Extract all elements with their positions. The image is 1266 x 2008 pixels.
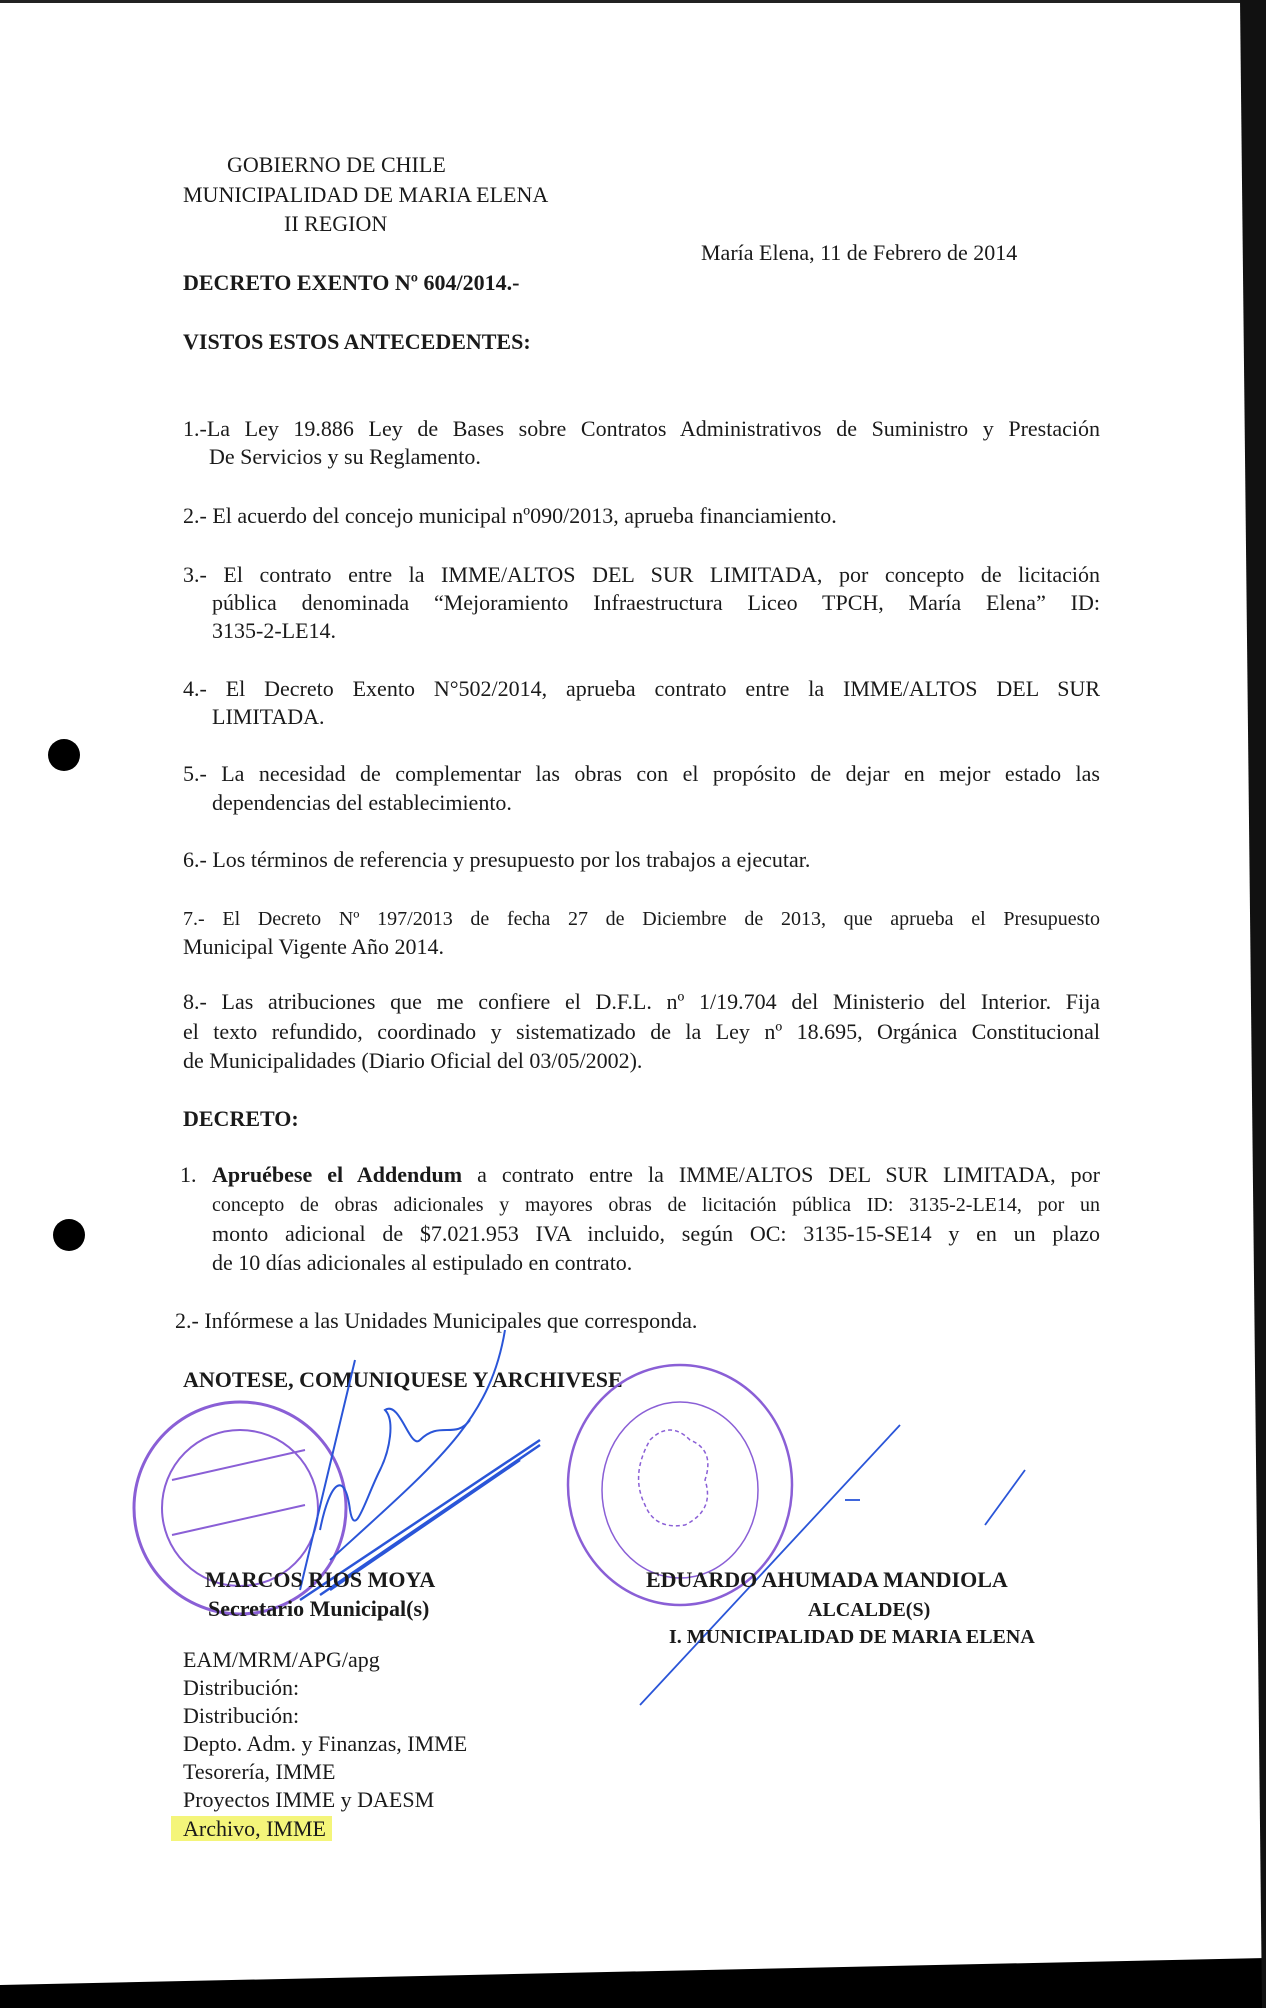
vistos-item-4-line-2: LIMITADA. <box>212 704 325 729</box>
decree-number: DECRETO EXENTO Nº 604/2014.- <box>183 270 520 295</box>
vistos-item-1-line-2: De Servicios y su Reglamento. <box>209 444 481 469</box>
vistos-item-5-line-2: dependencias del establecimiento. <box>212 790 512 815</box>
mayor-name: EDUARDO AHUMADA MANDIOLA <box>646 1567 1008 1592</box>
header-municipality: MUNICIPALIDAD DE MARIA ELENA <box>183 182 549 207</box>
header-region: II REGION <box>284 211 388 236</box>
archive-highlight: Archivo, IMME <box>171 1816 332 1841</box>
vistos-item-6: 6.- Los términos de referencia y presupuesto por los trabajos a ejecutar. <box>183 847 811 872</box>
distribution-line-highlighted <box>183 1816 332 1842</box>
vistos-item-7-line-1: 7.- El Decreto Nº 197/2013 de fecha 27 de Diciembre de 2013, que aprueba el Presupuesto <box>183 908 1100 930</box>
document-date: María Elena, 11 de Febrero de 2014 <box>701 240 1018 265</box>
mayor-organization: I. MUNICIPALIDAD DE MARIA ELENA <box>669 1626 1035 1648</box>
punch-hole <box>53 1219 85 1251</box>
distribution-line: Depto. Adm. y Finanzas, IMME <box>183 1731 468 1756</box>
addendum-bold-text: Apruébese el Addendum <box>212 1162 463 1187</box>
vistos-item-8-line-1: 8.- Las atribuciones que me confiere el D.F.L. nº 1/19.704 del Ministerio del Interior. Fija <box>183 989 1100 1014</box>
vistos-item-3-line-1: 3.- El contrato entre la IMME/ALTOS DEL SUR LIMITADA, por concepto de licitación <box>183 562 1100 587</box>
distribution-line: Distribución: <box>183 1703 300 1728</box>
vistos-item-1-line-1: 1.-La Ley 19.886 Ley de Bases sobre Contratos Administrativos de Suministro y Prestación <box>183 416 1100 441</box>
decreto-item-1-line-2: concepto de obras adicionales y mayores obras de licitación pública ID: 3135-2-LE14, por un <box>212 1194 1100 1216</box>
page-top-edge <box>0 0 1266 3</box>
vistos-item-7-line-2: Municipal Vigente Año 2014. <box>183 934 445 959</box>
vistos-item-2: 2.- El acuerdo del concejo municipal nº090/2013, aprueba financiamiento. <box>183 503 837 528</box>
vistos-item-4-line-1: 4.- El Decreto Exento N°502/2014, aprueba contrato entre la IMME/ALTOS DEL SUR <box>183 676 1100 701</box>
decreto-item-1-line-1-rest: a contrato entre la IMME/ALTOS DEL SUR LIMITADA, por <box>462 1162 1100 1187</box>
punch-hole <box>48 739 80 771</box>
vistos-item-3-line-2: pública denominada “Mejoramiento Infraestructura Liceo TPCH, María Elena” ID: <box>212 590 1100 615</box>
vistos-item-3-line-3: 3135-2-LE14. <box>212 618 337 643</box>
secretary-title: Secretario Municipal(s) <box>208 1596 430 1621</box>
decreto-item-2: 2.- Infórmese a las Unidades Municipales que corresponda. <box>175 1308 698 1333</box>
decreto-title: DECRETO: <box>183 1106 299 1131</box>
mayor-title: ALCALDE(S) <box>808 1599 931 1621</box>
distribution-line: Proyectos IMME y DAESM <box>183 1787 435 1812</box>
secretary-name: MARCOS RIOS MOYA <box>205 1567 436 1592</box>
decreto-item-1-line-3: monto adicional de $7.021.953 IVA incluido, según OC: 3135-15-SE14 y en un plazo <box>212 1221 1100 1246</box>
header-government: GOBIERNO DE CHILE <box>227 152 446 177</box>
distribution-line: Tesorería, IMME <box>183 1759 336 1784</box>
vistos-item-8-line-3: de Municipalidades (Diario Oficial del 03/05/2002). <box>183 1048 643 1073</box>
decreto-item-1-line-4: de 10 días adicionales al estipulado en contrato. <box>212 1250 633 1275</box>
closing-phrase: ANOTESE, COMUNIQUESE Y ARCHIVESE <box>183 1367 623 1392</box>
distribution-line: Distribución: <box>183 1675 300 1700</box>
vistos-title: VISTOS ESTOS ANTECEDENTES: <box>183 329 531 354</box>
decreto-item-1-number: 1. <box>180 1162 197 1187</box>
vistos-item-8-line-2: el texto refundido, coordinado y sistematizado de la Ley nº 18.695, Orgánica Constitucional <box>183 1019 1100 1044</box>
decreto-item-1-line-1 <box>212 1162 1100 1188</box>
mayor-signature <box>640 1425 1025 1705</box>
initials: EAM/MRM/APG/apg <box>183 1647 380 1672</box>
vistos-item-5-line-1: 5.- La necesidad de complementar las obras con el propósito de dejar en mejor estado las <box>183 761 1100 786</box>
